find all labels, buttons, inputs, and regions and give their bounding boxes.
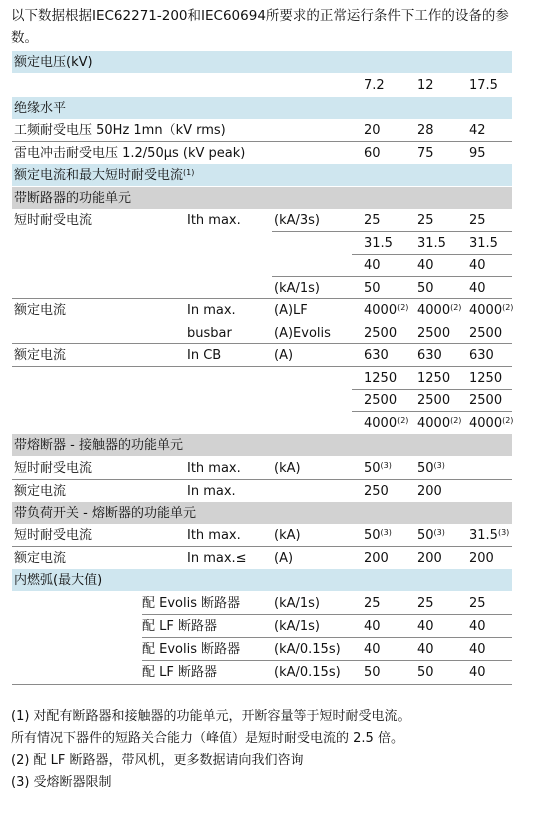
internal-arc-label: 内燃弧(最大值) xyxy=(14,573,103,588)
unit-label: (kA/0.15s) xyxy=(274,665,341,680)
unit-label: (kA/3s) xyxy=(274,213,320,228)
footnote-ref: (3) xyxy=(380,528,392,537)
cb-unit-label: 带断路器的功能单元 xyxy=(14,191,132,206)
param-label: Ith max. xyxy=(187,213,241,228)
rated-voltage-row xyxy=(12,74,512,96)
cell-value: 2500 xyxy=(469,326,503,341)
cell-value: 2500 xyxy=(364,393,398,408)
cb-rated-cb-row xyxy=(12,412,512,434)
footnote-ref: (1) xyxy=(183,168,195,177)
cell-value: 2500 xyxy=(417,326,451,341)
cell-value: 50 xyxy=(364,665,381,680)
cell-value: 250 xyxy=(364,484,389,499)
unit-label: (kA/1s) xyxy=(274,619,320,634)
impulse-value: 60 xyxy=(364,146,381,161)
cell-value: 1250 xyxy=(364,371,398,386)
rated-voltage-value: 17.5 xyxy=(469,78,498,93)
param-label: Ith max. xyxy=(187,528,241,543)
cell-value: 40 xyxy=(469,258,486,273)
unit-label: (kA) xyxy=(274,461,301,476)
cell-value: 31.5 xyxy=(469,236,498,251)
cb-short-time-row xyxy=(12,254,512,276)
footnote-ref: (2) xyxy=(502,416,514,425)
cb-rated-cb-row xyxy=(12,344,512,366)
cell-value: 25 xyxy=(364,213,381,228)
cell-value: 2500 xyxy=(364,326,398,341)
rated-voltage-value: 12 xyxy=(417,78,434,93)
cell-value: 2500 xyxy=(469,393,503,408)
fuse-contactor-label: 带熔断器 - 接触器的功能单元 xyxy=(14,438,183,453)
arc-row-label: 配 LF 断路器 xyxy=(142,619,217,634)
internal-arc-row xyxy=(12,638,512,660)
cell-value: 40 xyxy=(417,619,434,634)
cell-value: 50 xyxy=(364,281,381,296)
rated-voltage-label: 额定电压(kV) xyxy=(14,55,93,70)
cell-value: 200 xyxy=(469,551,494,566)
cb-short-time-row xyxy=(12,209,512,231)
unit-label: (A)Evolis xyxy=(274,326,331,341)
cell-value: 200 xyxy=(417,551,442,566)
cell-value: 630 xyxy=(364,348,389,363)
footnote: (2) 配 LF 断路器，带风机，更多数据请向我们咨询 xyxy=(11,753,304,768)
footnote-ref: (2) xyxy=(502,303,514,312)
rated-voltage-header xyxy=(12,51,512,73)
cell-value: 50$^{(3)}$ xyxy=(364,528,392,543)
unit-label: (A) xyxy=(274,551,294,566)
footnote-ref: (2) xyxy=(450,303,462,312)
cb-rated-row xyxy=(12,299,512,321)
cell-value: 4000$^{(2)}$ xyxy=(469,416,514,431)
power-frequency-label: 工频耐受电压 50Hz 1mn（kV rms) xyxy=(14,123,226,138)
cb-rated-row xyxy=(12,322,512,344)
param-label: In max. xyxy=(187,303,236,318)
cell-value: 2500 xyxy=(417,393,451,408)
footnote: (1) 对配有断路器和接触器的功能单元，开断容量等于短时耐受电流。 xyxy=(11,709,411,724)
short-time-label: 短时耐受电流 xyxy=(14,213,93,228)
power-frequency-value: 20 xyxy=(364,123,381,138)
cell-value: 31.5 xyxy=(364,236,393,251)
impulse-value: 95 xyxy=(469,146,486,161)
cell-value: 50$^{(3)}$ xyxy=(417,461,445,476)
fuse-contactor-rated-row xyxy=(12,480,512,502)
internal-arc-row xyxy=(12,615,512,637)
footnote: (3) 受熔断器限制 xyxy=(11,775,112,790)
cell-value: 630 xyxy=(469,348,494,363)
cb-unit-header xyxy=(12,187,512,209)
footnote-ref: (3) xyxy=(380,461,392,470)
footnote-ref: (2) xyxy=(397,416,409,425)
rated-voltage-value: 7.2 xyxy=(364,78,385,93)
param-label: busbar xyxy=(187,326,232,341)
switch-fuse-rated-row xyxy=(12,547,512,569)
unit-label: (A) xyxy=(274,348,294,363)
cell-value: 25 xyxy=(469,213,486,228)
unit-label: (kA) xyxy=(274,528,301,543)
arc-row-label: 配 Evolis 断路器 xyxy=(142,596,241,611)
cell-value: 50$^{(3)}$ xyxy=(417,528,445,543)
cell-value: 40 xyxy=(417,642,434,657)
impulse-value: 75 xyxy=(417,146,434,161)
cell-value: 25 xyxy=(364,596,381,611)
power-frequency-row xyxy=(12,119,512,141)
divider xyxy=(12,684,512,685)
rated-current-label: 额定电流 xyxy=(14,551,67,566)
unit-label: (kA/0.15s) xyxy=(274,642,341,657)
cell-value: 31.5$^{(3)}$ xyxy=(469,528,510,543)
cb-short-time-row xyxy=(12,277,512,299)
fuse-contactor-header xyxy=(12,434,512,456)
insulation-header xyxy=(12,97,512,119)
switch-fuse-header xyxy=(12,502,512,524)
param-label: In max. xyxy=(187,484,236,499)
cell-value: 31.5 xyxy=(417,236,446,251)
cell-value: 40 xyxy=(469,619,486,634)
impulse-label: 雷电冲击耐受电压 1.2/50µs (kV peak) xyxy=(14,146,246,161)
cell-value: 40 xyxy=(417,258,434,273)
cell-value: 40 xyxy=(364,642,381,657)
internal-arc-row xyxy=(12,592,512,614)
cell-value: 50 xyxy=(417,281,434,296)
cb-short-time-row xyxy=(12,232,512,254)
cb-rated-cb-row xyxy=(12,367,512,389)
arc-row-label: 配 Evolis 断路器 xyxy=(142,642,241,657)
short-time-label: 短时耐受电流 xyxy=(14,461,93,476)
switch-fuse-short-time-row xyxy=(12,524,512,546)
cell-value: 40 xyxy=(364,258,381,273)
cell-value: 25 xyxy=(417,213,434,228)
power-frequency-value: 28 xyxy=(417,123,434,138)
unit-label: (A)LF xyxy=(274,303,308,318)
cell-value: 40 xyxy=(364,619,381,634)
cell-value: 40 xyxy=(469,642,486,657)
footnote-ref: (2) xyxy=(450,416,462,425)
param-label: In CB xyxy=(187,348,222,363)
footnote-ref: (3) xyxy=(433,461,445,470)
rated-current-header xyxy=(12,164,512,186)
unit-label: (kA/1s) xyxy=(274,281,320,296)
internal-arc-header xyxy=(12,569,512,591)
footnote-ref: (3) xyxy=(497,528,510,537)
cell-value: 1250 xyxy=(417,371,451,386)
cell-value: 4000$^{(2)}$ xyxy=(417,303,462,318)
power-frequency-value: 42 xyxy=(469,123,486,138)
unit-label: (kA/1s) xyxy=(274,596,320,611)
cell-value: 4000$^{(2)}$ xyxy=(364,303,409,318)
rated-current-label: 额定电流 xyxy=(14,484,67,499)
footnotes xyxy=(11,706,526,794)
intro-text: 以下数据根据IEC62271-200和IEC60694所要求的正常运行条件下工作的设备的参数。 xyxy=(11,8,509,46)
cell-value: 40 xyxy=(469,665,486,680)
rated-current-label: 额定电流 xyxy=(14,348,67,363)
switch-fuse-label: 带负荷开关 - 熔断器的功能单元 xyxy=(14,506,196,521)
internal-arc-row xyxy=(12,661,512,683)
param-label: In max.≤ xyxy=(187,551,247,566)
fuse-contactor-short-time-row xyxy=(12,457,512,479)
cell-value: 50 xyxy=(417,665,434,680)
rated-current-label: 额定电流 xyxy=(14,303,67,318)
footnote-ref: (3) xyxy=(433,528,445,537)
cell-value: 25 xyxy=(469,596,486,611)
cell-value: 630 xyxy=(417,348,442,363)
cell-value: 4000$^{(2)}$ xyxy=(469,303,514,318)
cell-value: 4000$^{(2)}$ xyxy=(417,416,462,431)
cell-value: 1250 xyxy=(469,371,503,386)
short-time-label: 短时耐受电流 xyxy=(14,528,93,543)
cell-value: 25 xyxy=(417,596,434,611)
cell-value: 40 xyxy=(469,281,486,296)
cb-rated-cb-row xyxy=(12,389,512,411)
cell-value: 200 xyxy=(364,551,389,566)
cell-value: 50$^{(3)}$ xyxy=(364,461,392,476)
insulation-label: 绝缘水平 xyxy=(14,101,67,116)
footnote: 所有情况下器件的短路关合能力（峰值）是短时耐受电流的 2.5 倍。 xyxy=(11,731,404,746)
footnote-ref: (2) xyxy=(397,303,409,312)
cell-value: 4000$^{(2)}$ xyxy=(364,416,409,431)
param-label: Ith max. xyxy=(187,461,241,476)
rated-current-header-label: 额定电流和最大短时耐受电流$^{(1)}$ xyxy=(14,168,195,183)
arc-row-label: 配 LF 断路器 xyxy=(142,665,217,680)
cell-value: 200 xyxy=(417,484,442,499)
impulse-row xyxy=(12,142,512,164)
